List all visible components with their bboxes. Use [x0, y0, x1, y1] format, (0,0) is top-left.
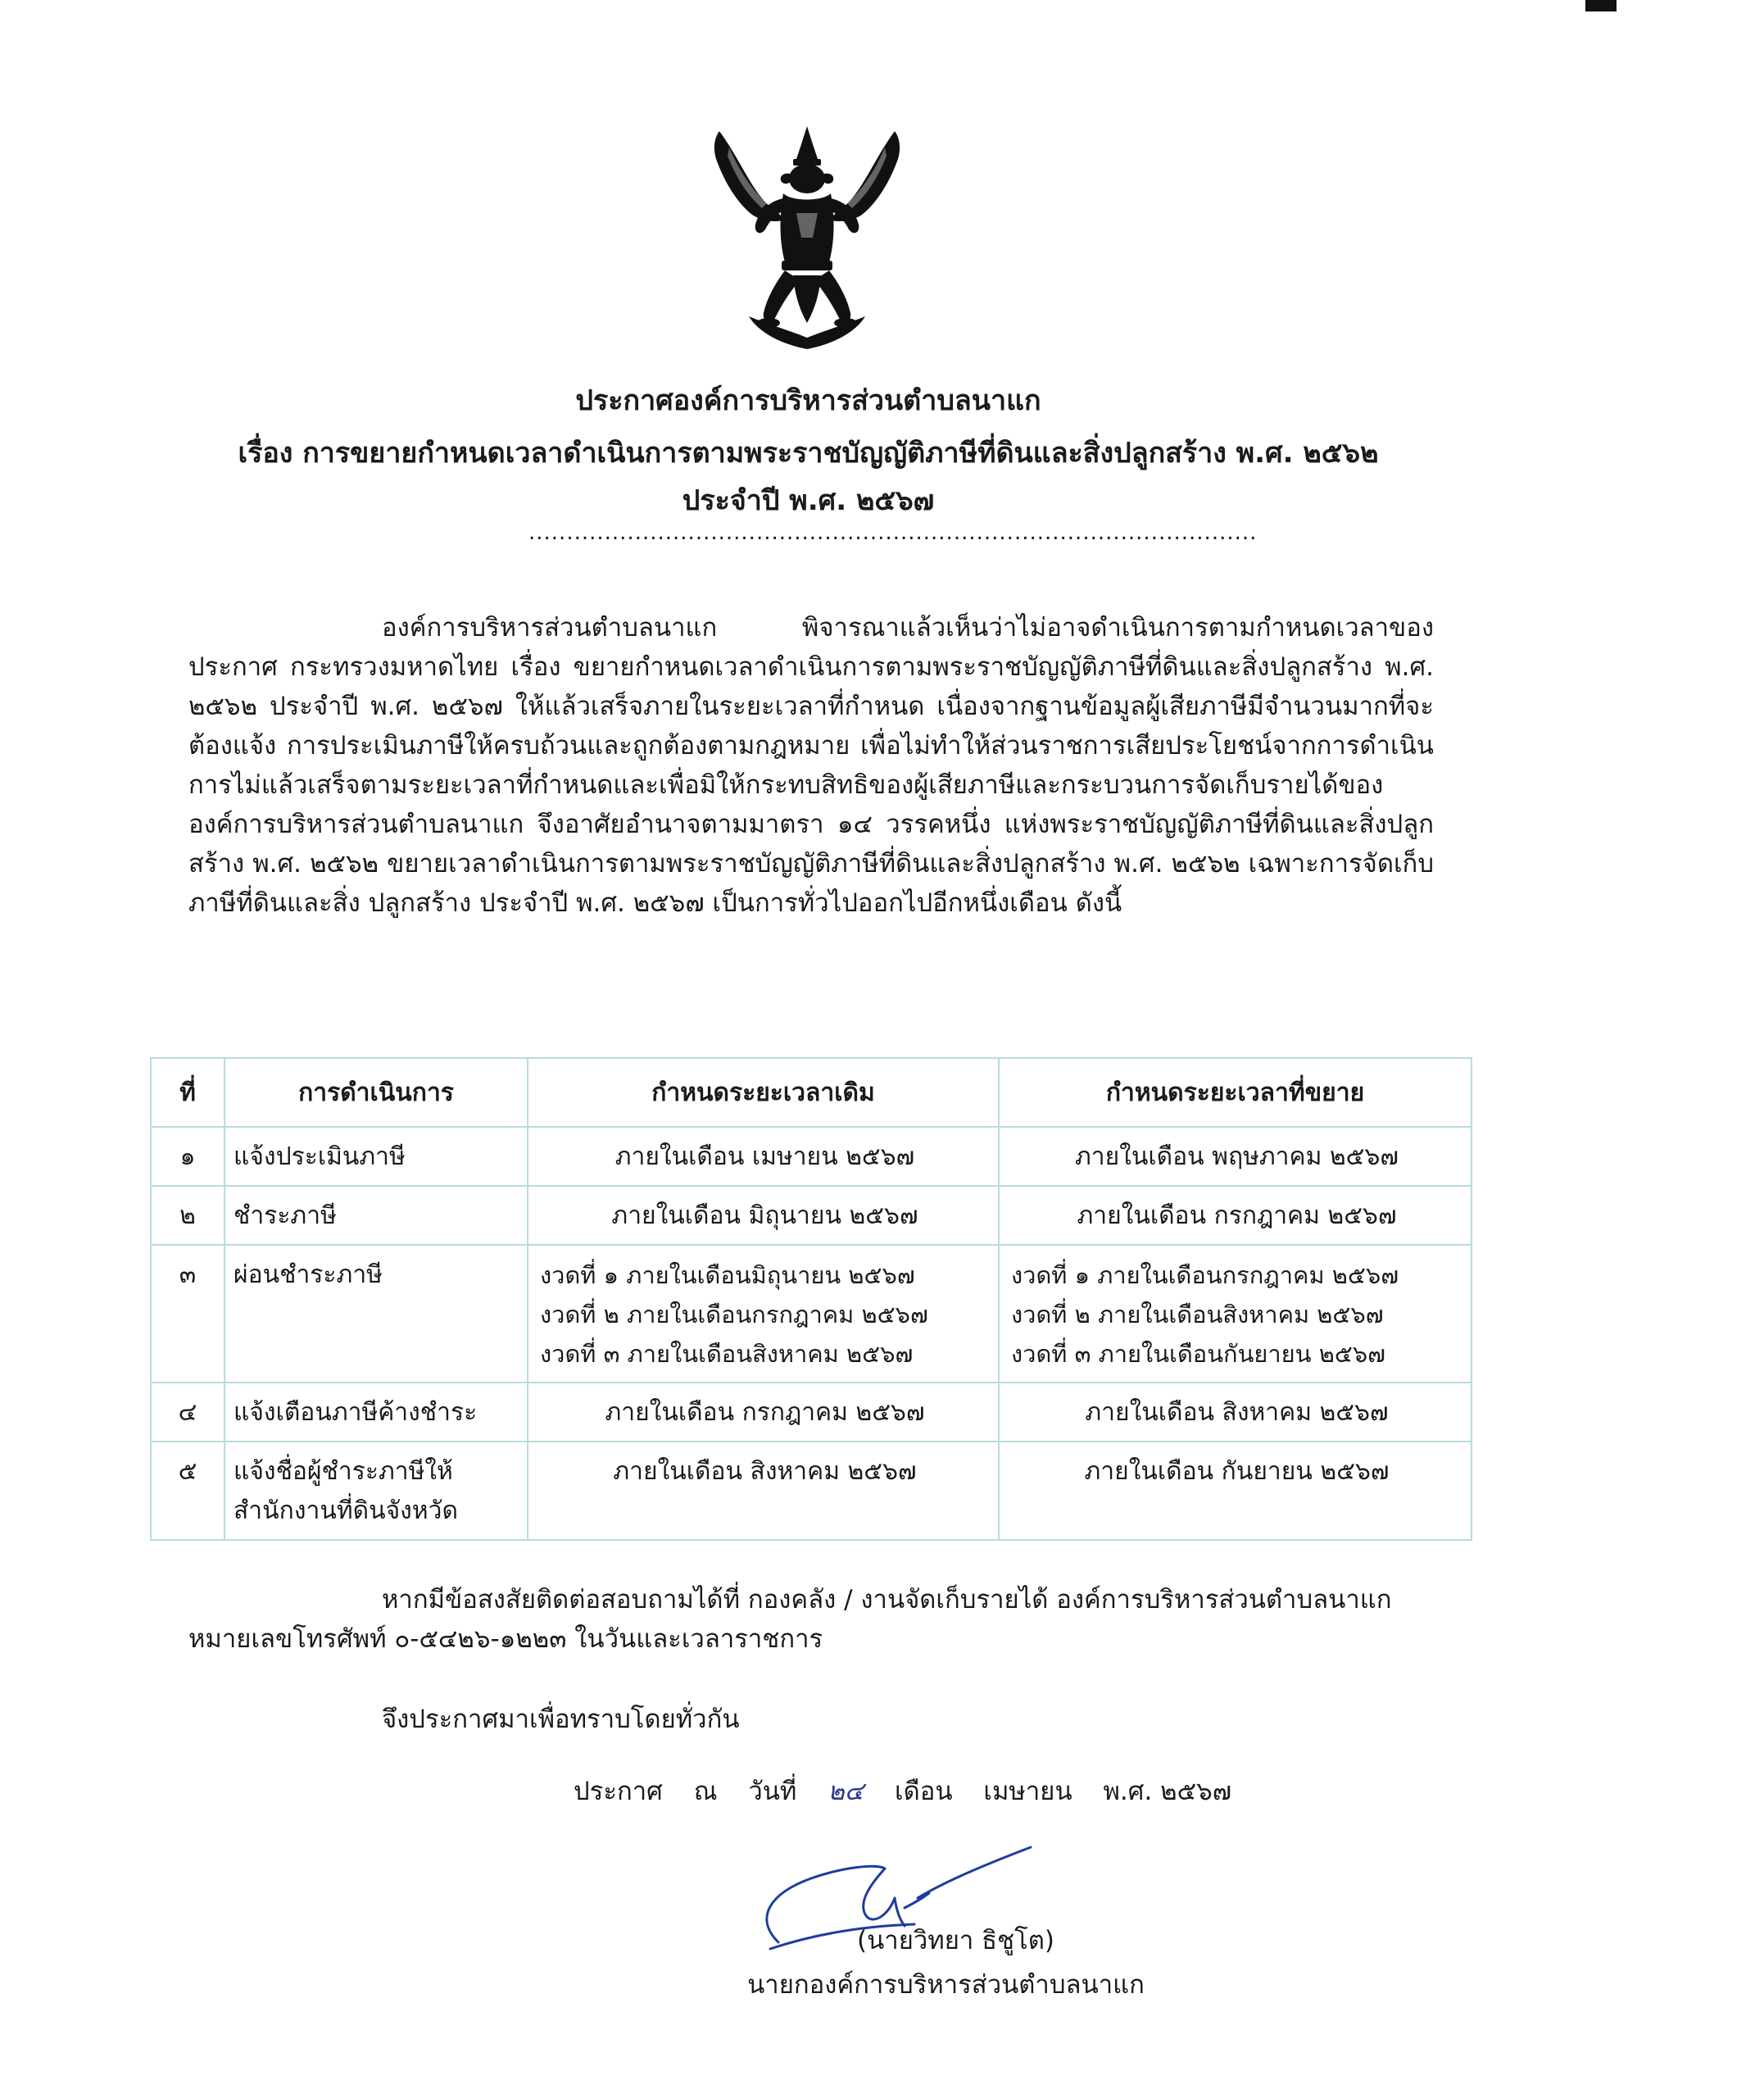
announcement-year: ประจำปี พ.ศ. ๒๕๖๗ — [682, 484, 935, 517]
installment-line: งวดที่ ๑ ภายในเดือนกรกฎาคม ๒๕๖๗ — [1011, 1261, 1399, 1289]
row-action-line: สำนักงานที่ดินจังหวัด — [234, 1496, 458, 1525]
header-action: การดำเนินการ — [224, 1058, 528, 1127]
dateline-month-label: เดือน — [895, 1777, 953, 1806]
dateline-at: ณ — [693, 1777, 718, 1806]
garuda-emblem-icon — [705, 123, 909, 352]
row-original: ภายในเดือน กรกฎาคม ๒๕๖๗ — [528, 1383, 999, 1442]
row-action: ผ่อนชำระภาษี — [224, 1245, 528, 1383]
contact-paragraph: หากมีข้อสงสัยติดต่อสอบถามได้ที่ กองคลัง / งานจัดเก็บรายได้ องค์การบริหารส่วนตำบลนาแก หมายเลขโทรศัพท์ ๐-๕๔๒๖-๑๒๒๓ ในวันและเวลาราชการ — [188, 1585, 1392, 1654]
row-no: ๔ — [151, 1383, 224, 1442]
dateline-prefix: ประกาศ — [574, 1777, 663, 1806]
closing-statement: จึงประกาศมาเพื่อทราบโดยทั่วกัน — [382, 1705, 740, 1734]
row-extended-installments — [999, 1245, 1472, 1383]
schedule-table — [150, 1057, 1472, 1541]
dateline-day-label: วันที่ — [748, 1777, 797, 1806]
table-row — [151, 1127, 1472, 1186]
announcement-title: ประกาศองค์การบริหารส่วนตำบลนาแก — [575, 384, 1041, 417]
row-extended: ภายในเดือน กันยายน ๒๕๖๗ — [999, 1442, 1472, 1540]
row-no: ๑ — [151, 1127, 224, 1186]
body-paragraph: องค์การบริหารส่วนตำบลนาแก พิจารณาแล้วเห็นว่าไม่อาจดำเนินการตามกำหนดเวลาของประกาศ กระทรวงมหาดไทย เรื่อง ขยายกำหนดเวลาดำเนินการตามพระราชบัญญัติภาษีที่ดินและสิ่งปลูกสร้าง พ.ศ. ๒๕๖๒ ประจำปี พ.ศ. ๒๕๖๗ ให้แล้วเสร็จภายในระยะเวลาที่กำหนด เนื่องจากฐานข้อมูลผู้เสียภาษีมีจำนวนมากที่จะต้องแจ้ง การประเมินภาษีให้ครบถ้วนและถูกต้องตามกฎหมาย เพื่อไม่ทำให้ส่วนราชการเสียประโยชน์จากการดำเนินการไม่แล้วเสร็จตามระยะเวลาที่กำหนดและเพื่อมิให้กระทบสิทธิของผู้เสียภาษีและกระบวนการจัดเก็บรายได้ขององค์การบริหารส่วนตำบลนาแก จึงอาศัยอำนาจตามมาตรา ๑๔ วรรคหนึ่ง แห่งพระราชบัญญัติภาษีที่ดินและสิ่งปลูกสร้าง พ.ศ. ๒๕๖๒ ขยายเวลาดำเนินการตามพระราชบัญญัติภาษีที่ดินและสิ่งปลูกสร้าง พ.ศ. ๒๕๖๒ เฉพาะการจัดเก็บภาษีที่ดินและสิ่ง ปลูกสร้าง ประจำปี พ.ศ. ๒๕๖๗ เป็นการทั่วไปออกไปอีกหนึ่งเดือน ดังนี้ — [188, 613, 1434, 918]
table-row — [151, 1442, 1472, 1540]
installment-line: งวดที่ ๓ ภายในเดือนสิงหาคม ๒๕๖๗ — [540, 1340, 914, 1368]
table-row — [151, 1383, 1472, 1442]
signer-name: (นายวิทยา ธิชูโต) — [857, 1926, 1054, 1955]
title-separator: ................................................................................................ — [528, 520, 1258, 545]
table-row — [151, 1245, 1472, 1383]
row-action — [224, 1442, 528, 1540]
row-action: ชำระภาษี — [224, 1186, 528, 1245]
installment-line: งวดที่ ๓ ภายในเดือนกันยายน ๒๕๖๗ — [1011, 1340, 1385, 1368]
row-action: แจ้งประเมินภาษี — [224, 1127, 528, 1186]
row-extended: ภายในเดือน พฤษภาคม ๒๕๖๗ — [999, 1127, 1472, 1186]
row-no: ๓ — [151, 1245, 224, 1383]
header-original-deadline: กำหนดระยะเวลาเดิม — [528, 1058, 999, 1127]
row-original: ภายในเดือน เมษายน ๒๕๖๗ — [528, 1127, 999, 1186]
row-no: ๒ — [151, 1186, 224, 1245]
header-extended-deadline: กำหนดระยะเวลาที่ขยาย — [999, 1058, 1472, 1127]
row-extended: ภายในเดือน สิงหาคม ๒๕๖๗ — [999, 1383, 1472, 1442]
row-action-line: แจ้งชื่อผู้ชำระภาษีให้ — [234, 1457, 453, 1486]
row-action: แจ้งเตือนภาษีค้างชำระ — [224, 1383, 528, 1442]
announcement-subject: เรื่อง การขยายกำหนดเวลาดำเนินการตามพระราชบัญญัติภาษีที่ดินและสิ่งปลูกสร้าง พ.ศ. ๒๕๖๒ — [238, 437, 1379, 470]
announcement-dateline — [574, 1772, 1254, 1811]
installment-line: งวดที่ ๑ ภายในเดือนมิถุนายน ๒๕๖๗ — [540, 1261, 915, 1289]
row-no: ๕ — [151, 1442, 224, 1540]
header-no: ที่ — [151, 1058, 224, 1127]
dateline-year: พ.ศ. ๒๕๖๗ — [1103, 1777, 1232, 1806]
scan-edge-mark — [1585, 0, 1617, 11]
row-original-installments — [528, 1245, 999, 1383]
dateline-day: ๒๔ — [828, 1777, 864, 1806]
dateline-month: เมษายน — [983, 1777, 1072, 1806]
table-header-row — [151, 1058, 1472, 1127]
installment-line: งวดที่ ๒ ภายในเดือนสิงหาคม ๒๕๖๗ — [1011, 1301, 1384, 1328]
row-original: ภายในเดือน สิงหาคม ๒๕๖๗ — [528, 1442, 999, 1540]
row-original: ภายในเดือน มิถุนายน ๒๕๖๗ — [528, 1186, 999, 1245]
installment-line: งวดที่ ๒ ภายในเดือนกรกฎาคม ๒๕๖๗ — [540, 1301, 928, 1328]
table-row — [151, 1186, 1472, 1245]
row-extended: ภายในเดือน กรกฎาคม ๒๕๖๗ — [999, 1186, 1472, 1245]
signer-position: นายกองค์การบริหารส่วนตำบลนาแก — [747, 1970, 1145, 2000]
